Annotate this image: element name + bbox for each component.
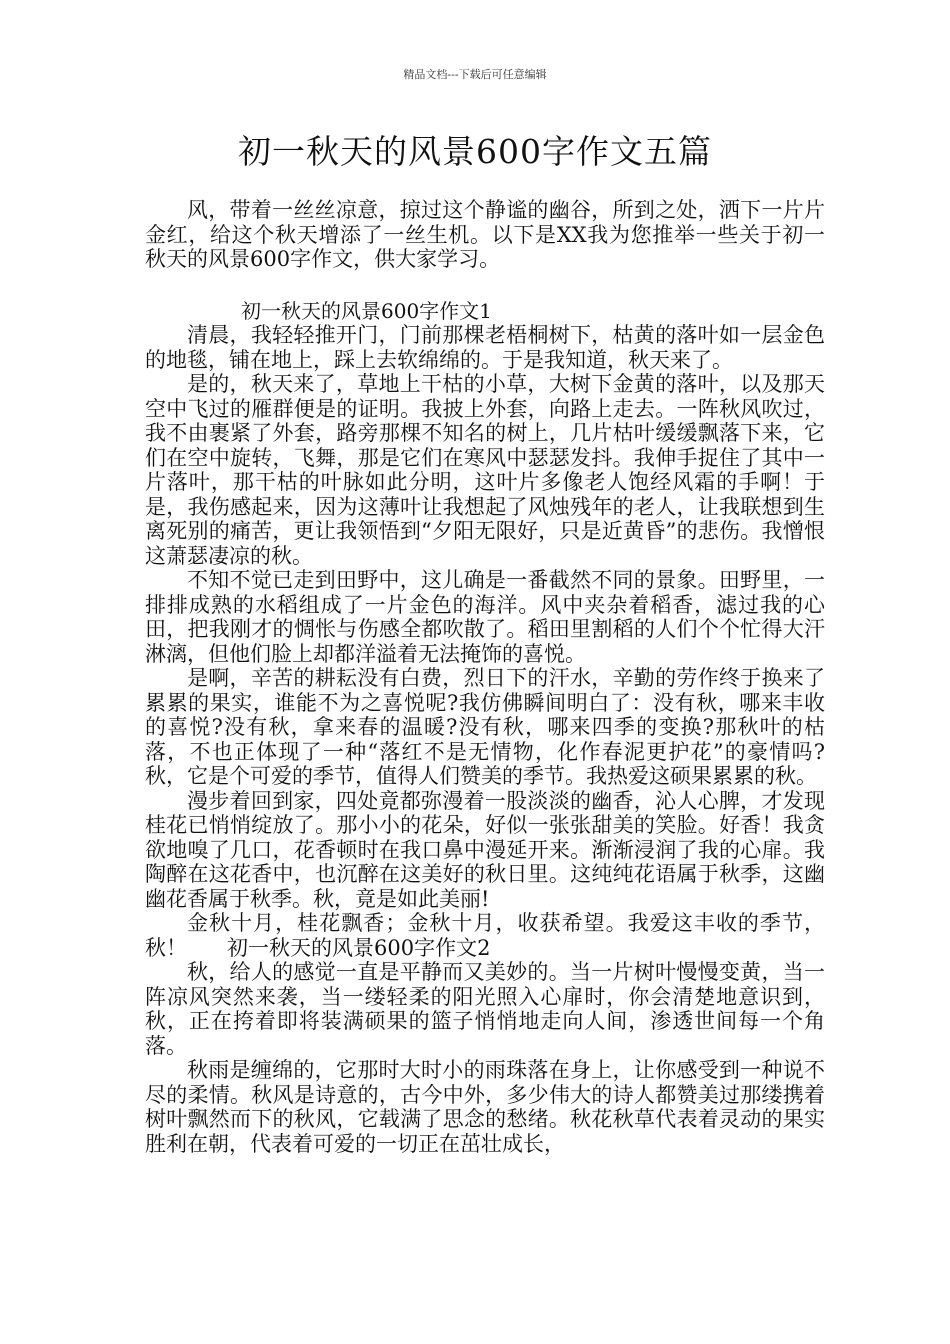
document-body (145, 198, 825, 1156)
paragraph: 不知不觉已走到田野中，这儿确是一番截然不同的景象。田野里，一排排成熟的水稻组成了一片金色的海洋。风中夹杂着稻香，滤过我的心田，把我刚才的惆怅与伤感全都吹散了。稻田里割稻的人们个个忙得大汗淋漓，但他们脸上却都洋溢着无法掩饰的喜悦。 (145, 568, 825, 666)
paragraph-gap (145, 272, 825, 299)
document-title: 初一秋天的风景600字作文五篇 (238, 132, 712, 171)
paragraph: 是啊，辛苦的耕耘没有白费，烈日下的汗水，辛勤的劳作终于换来了累累的果实，谁能不为之喜悦呢?我仿佛瞬间明白了：没有秋，哪来丰收的喜悦?没有秋，拿来春的温暖?没有秋，哪来四季的变换?那秋叶的枯落，不也正体现了一种“落红不是无情物，化作春泥更护花”的豪情吗?秋，它是个可爱的季节，值得人们赞美的季节。我热爱这硕果累累的秋。 (145, 666, 825, 788)
paragraph: 秋，给人的感觉一直是平静而又美妙的。当一片树叶慢慢变黄，当一阵凉风突然来袭，当一缕轻柔的阳光照入心扉时，你会清楚地意识到，秋，正在挎着即将装满硕果的篮子悄悄地走向人间，渗透世间每一个角落。 (145, 960, 825, 1058)
closing-text: 金秋十月，桂花飘香；金秋十月，收获希望。我爱这丰收的季节，秋！ (145, 911, 825, 960)
page-header-note: 精品文档---下载后可任意编辑 (403, 68, 547, 81)
paragraph: 秋雨是缠绵的，它那时大时小的雨珠落在身上，让你感受到一种说不尽的柔情。秋风是诗意的，古今中外，多少伟大的诗人都赞美过那缕携着树叶飘然而下的秋风，它载满了思念的愁绪。秋花秋草代表着灵动的果实胜利在朝，代表着可爱的一切正在茁壮成长， (145, 1058, 825, 1156)
intro-paragraph: 风，带着一丝丝凉意，掠过这个静谧的幽谷，所到之处，洒下一片片金红，给这个秋天增添了一丝生机。以下是XX我为您推举一些关于初一秋天的风景600字作文，供大家学习。 (145, 198, 825, 271)
closing-paragraph (145, 911, 825, 960)
paragraph: 清晨，我轻轻推开门，门前那棵老梧桐树下，枯黄的落叶如一层金色的地毯，铺在地上，踩上去软绵绵的。于是我知道，秋天来了。 (145, 323, 825, 372)
section-heading-2: 初一秋天的风景600字作文2 (227, 935, 491, 960)
paragraph: 是的，秋天来了，草地上干枯的小草，大树下金黄的落叶，以及那天空中飞过的雁群便是的证明。我披上外套，向路上走去。一阵秋风吹过，我不由裹紧了外套，路旁那棵不知名的树上，几片枯叶缓缓飘落下来，它们在空中旋转，飞舞，那是它们在寒风中瑟瑟发抖。我伸手捉住了其中一片落叶，那干枯的叶脉如此分明，这叶片多像老人饱经风霜的手啊！于是，我伤感起来，因为这薄叶让我想起了风烛残年的老人，让我联想到生离死别的痛苦，更让我领悟到“夕阳无限好，只是近黄昏”的悲伤。我憎恨这萧瑟凄凉的秋。 (145, 372, 825, 568)
paragraph: 漫步着回到家，四处竟都弥漫着一股淡淡的幽香，沁人心脾，才发现桂花已悄悄绽放了。那小小的花朵，好似一张张甜美的笑脸。好香！我贪欲地嗅了几口，花香顿时在我口鼻中漫延开来。渐渐浸润了我的心扉。我陶醉在这花香中，也沉醉在这美好的秋日里。这纯纯花语属于秋季，这幽幽花香属于秋季。秋，竟是如此美丽! (145, 788, 825, 911)
section-heading-1: 初一秋天的风景600字作文1 (241, 298, 492, 323)
